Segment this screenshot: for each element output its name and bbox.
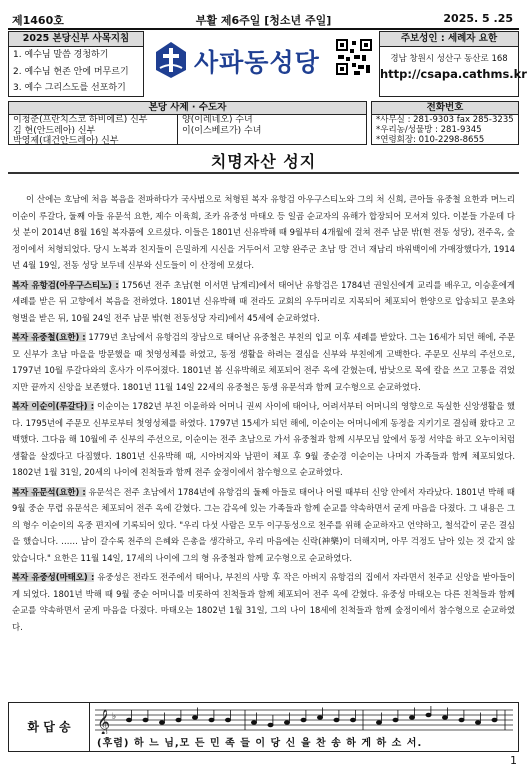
- music-note: [376, 721, 381, 725]
- music-note: [350, 718, 355, 722]
- staff-contact-row: [8, 101, 519, 145]
- music-note: [284, 721, 289, 725]
- motto-line: 2. 예수님 현존 안에 머무르기: [13, 66, 129, 77]
- music-note: [409, 716, 414, 720]
- parish-name: 사파동성당: [194, 48, 320, 77]
- music-note: [317, 716, 322, 720]
- qr-code-icon: [334, 37, 374, 77]
- phone-line: *우리농/성물방 : 281-9345: [376, 125, 482, 135]
- music-note: [334, 718, 339, 722]
- martyr-entry: [12, 329, 515, 395]
- martyr-name: 복자 유중철(요한) :: [12, 332, 86, 342]
- responsorial-psalm-box: [8, 702, 519, 752]
- martyr-text: 1779년 초남에서 유항검의 장남으로 태어난 유중철은 부친의 입교 이후 세례를 받았다. 그는 16세가 되던 해에, 주문모 신부가 초남 마을을 방문했을 때 첫영성체를 하였고, 동정 생활을 하려는 결심을 신부와 부친에게 고백한다. 주문모 신부의 주선으로, 1797년 10월 루갈다와의 혼사가 이루어졌다. 1801년 봄 신유박해로 체포되어 전주 옥에 갇혔는데, 밤낮으로 목에 칼을 쓰고 고통을 겪었지만 끝까지 신앙을 보존했다. 1801년 11월 14일 22세의 유중철은 동생 유문석과 함께 교수형으로 순교하였다.: [12, 332, 515, 392]
- clergy-box: [8, 101, 367, 145]
- patron-saint-box: [379, 31, 527, 97]
- martyr-text: 1756년 전주 초남(현 이서면 남계리)에서 태어난 유항검은 1784년 권일신에게 교리를 배우고, 이승훈에게 세례를 받은 뒤 고향에서 복음을 전하였다. 1801년 신유박해 때 전라도 교회의 우두머리로 지목되어 체포되어 한양으로 압송되고 문초와 형벌을 받은 뒤, 10월 24일 전주 남문 밖(현 전동성당 자리)에서 45세에 순교하였다.: [12, 279, 516, 323]
- pastoral-motto-box: [8, 31, 144, 97]
- music-note: [475, 721, 480, 725]
- nun-name: 양(이레네오) 수녀: [182, 115, 253, 125]
- music-note: [268, 723, 273, 727]
- martyr-text: 이순이는 1782년 부친 이윤하와 어머니 권씨 사이에 태어나, 어려서부터 어머니의 영향으로 독실한 신앙생활을 했다. 1795년에 주문모 신부로부터 첫영성체를 하였다. 1797년 15세가 되던 해에, 이순이는 어머니에게 동정을 지키기로 결심해 왔다고 고백했다. 그다음 해 10월에 주 신부의 주선으로, 이순이는 전주 초남으로 가서 유중철과 함께 시부모님 앞에서 동정 서약을 하고 오누이처럼 생활을 살겠다고 다짐했다. 1801년 신유박해 때, 시아버지와 남편이 체포 후 9월 중순경 이순이는 나머지 가족들과 함께 체포되었다. 1802년 1월 31일, 20세의 나이에 친척들과 함께 전주 숲정이에서 참수형으로 순교하였다.: [12, 401, 515, 477]
- motto-line: 1. 예수님 말씀 경청하기: [13, 50, 109, 60]
- martyr-text: 유문석은 전주 초남에서 1784년에 유항검의 둘째 아들로 태어나 어릴 때부터 신앙 안에서 자라났다. 1801년 박해 때 9월 중순 무렵 유문석은 체포되어 전주 옥에 갇혔다. 그는 감옥에 있는 가족들과 함께 순교를 약속하면서 굳게 마음을 다졌다. 그 내용은 그의 형수 이순이의 옥중 편지에 기록되어 있다. "우리 다섯 사람은 모두 이구동성으로 천주를 위해 순교하자고 언약하고, 철석같이 굳은 결심을 했습니다. …… 남이 갈수록 천주의 은혜와 은총을 생각하고, 우리 마음에는 신락(神樂)이 더해지며, 아무 걱정도 남아 있는 것 같지 않았습니다." 요한은 11월 14일, 17세의 나이에 그의 형 유중철과 함께 교수형으로 순교하였다.: [12, 486, 516, 563]
- music-note: [225, 718, 230, 722]
- top-rule: [8, 28, 519, 30]
- martyr-name: 복자 유중성(마태오) :: [12, 572, 95, 582]
- music-note: [459, 718, 464, 722]
- parish-logo: [148, 31, 375, 97]
- nun-name: 이(이스베르가) 수녀: [182, 125, 262, 136]
- page-number: 1: [510, 754, 517, 767]
- phone-line: *사무실 : 281-9303 fax 285-3235: [376, 115, 514, 125]
- psalm-lyrics: (후렴) 하 느 님,모 든 민 족 들 이 당 신 을 찬 송 하 게 하 소 서.: [97, 738, 423, 749]
- sunday-title: 부활 제6주일 [청소년 주일]: [195, 14, 332, 27]
- parish-emblem-icon: [154, 40, 188, 80]
- title-rule: [8, 172, 519, 174]
- issue-number: 제1460호: [12, 14, 64, 27]
- parish-address: 경남 창원시 성산구 동산로 168: [390, 54, 508, 64]
- phone-title: 전화번호: [372, 102, 518, 115]
- music-note: [126, 718, 131, 722]
- priest-list: [13, 115, 179, 147]
- martyr-name: 복자 유문석(요한) :: [12, 486, 86, 497]
- issue-bar: [8, 10, 519, 28]
- music-note: [492, 718, 497, 722]
- psalm-label: 화 답 송: [9, 703, 90, 751]
- music-note: [301, 718, 306, 722]
- parish-website-link[interactable]: http://csapa.cathms.kr: [380, 67, 527, 81]
- priest-name: 김 현(안드레아) 신부: [13, 125, 96, 136]
- intro-paragraph: 이 산에는 호남에 처음 복음을 전파하다가 국사범으로 처형된 복자 유항검 아우구스티노와 그의 처 신희, 큰아들 유중철 요한과 며느리 이순이 루갈다, 둘째 아들 유문석 요한, 제수 이육희, 조카 유중성 마태오 등 일곱 순교자의 유해가 합장되어 모셔져 있다. 이분들 가운데 다섯 분이 2014년 8월 16일 복자품에 오르셨다. 이들은 1801년 신유박해 때 9월부터 4개월에 걸쳐 전주 남문 밖(현 전동 성당), 전주옥, 숲정이에서 처형되었다. 당시 노복과 친지들이 은밀하게 시신을 거두어서 고향 완주군 초남 땅 건너 재남리 바위백이에 가매장했다가, 1914년 4월 19일, 전동 성당 보두네 신부와 신도들이 이 산정에 모셨다.: [12, 194, 515, 270]
- motto-title: 2025 본당신부 사목지침: [9, 32, 143, 47]
- priest-name: 박영제(대건안드레아) 신부: [13, 136, 119, 146]
- phone-line: *연령회장: 010-2298-8655: [376, 135, 485, 145]
- header-band: [8, 31, 527, 97]
- patron-saint: 주보성인 : 세례자 요한: [380, 32, 518, 47]
- priest-name: 이청준(프란치스코 하비에르) 신부: [13, 115, 148, 125]
- article-title: 치명자산 성지: [210, 152, 317, 171]
- phone-box: [371, 101, 519, 145]
- issue-date: 2025. 5 .25: [443, 12, 513, 25]
- music-note: [176, 718, 181, 722]
- music-note: [442, 716, 447, 720]
- martyr-entry: [12, 398, 515, 481]
- music-note: [251, 721, 256, 725]
- music-note: [192, 716, 197, 720]
- clergy-title: 본당 사제 · 수도자: [9, 102, 366, 115]
- martyr-entry: [12, 277, 515, 327]
- music-note: [209, 718, 214, 722]
- music-staff: [95, 706, 513, 734]
- nun-list: [177, 115, 261, 145]
- martyr-entry: [12, 484, 515, 567]
- martyr-name: 복자 유항검(아우구스티노) :: [12, 279, 119, 290]
- svg-text:𝄞: 𝄞: [97, 710, 111, 734]
- article-body: [12, 191, 515, 635]
- music-note: [393, 718, 398, 722]
- martyr-name: 복자 이순이(루갈다) :: [12, 401, 95, 411]
- music-note: [143, 718, 148, 722]
- martyr-entry: [12, 569, 515, 635]
- martyr-text: 유중성은 전라도 전주에서 태어나, 부친의 사망 후 작은 아버지 유항검의 집에서 자라면서 천주교 신앙을 받아들이게 되었다. 1801년 박해 때 9월 중순 어머니를 비롯하여 친척들과 함께 체포되어 전주 옥에 갇혔다. 유중성 마태오는 다른 친척들과 함께 순교를 약속하면서 굳게 마음을 다졌다. 마태오는 1802년 1월 31일, 그의 나이 18세에 친척들과 함께 숲정이에서 참수형으로 순교하였다.: [12, 572, 516, 632]
- music-note: [159, 721, 164, 725]
- svg-text:♭: ♭: [112, 712, 117, 722]
- motto-line: 3. 예수 그리스도를 선포하기: [13, 82, 126, 93]
- music-note: [426, 713, 431, 717]
